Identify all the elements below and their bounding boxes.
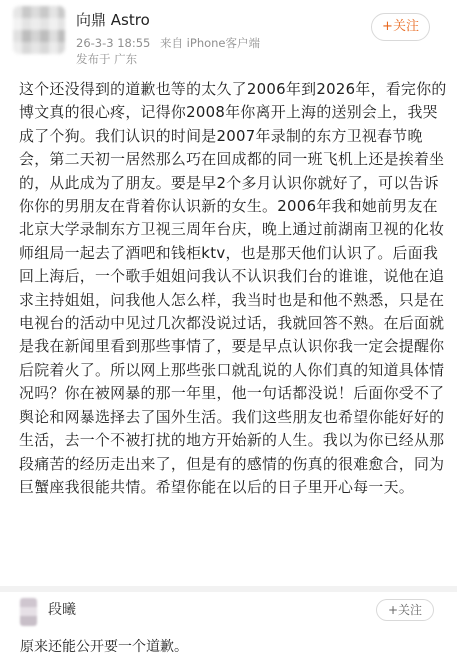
post-header (0, 0, 457, 70)
post-timestamp: 26-3-3 18:55 (76, 36, 151, 50)
post-source: 来自 iPhone客户端 (160, 36, 261, 50)
comment-item (0, 592, 457, 661)
comment-username[interactable]: 段曦 (48, 602, 76, 618)
comment-text: 原来还能公开要一个道歉。 (20, 639, 188, 655)
comment-follow-button[interactable]: +关注 (376, 599, 434, 621)
comment-avatar[interactable] (20, 598, 37, 626)
post-meta (76, 35, 260, 51)
post-body-text: 这个还没得到的道歉也等的太久了2006年到2026年，看完你的博文真的很心疼，记得你2008年你离开上海的送别会上，我哭成了个狗。我们认识的时间是2007年录制的东方卫视春节晚会，第二天初一居然那么巧在回成都的同一班飞机上还是挨着坐的，从此成为了朋友。要是早2个多月认识你就好了，可以告诉你你的男朋友在背着你认识新的女生。2006年我和她前男友在北京大学录制东方卫视三周年台庆，晚上通过前湖南卫视的化妆师组局一起去了酒吧和钱柜ktv，也是那天他们认识了。后面我回上海后，一个歌手姐姐问我认不认识我们台的谁谁，说他在追求主持姐姐，问我他人怎么样，我当时也是和他不熟悉，只是在电视台的活动中见过几次都没说过话，我就回答不熟。在后面就是我在新闻里看到那些事情了，要是早点认识你我一定会提醒你后院着火了。所以网上那些张口就乱说的人你们真的知道具体情况吗？你在被网暴的那一年里，他一句话都没说！后面你受不了舆论和网暴选择去了国外生活。我们这些朋友也希望你能好好的生活，去一个不被打扰的地方开始新的人生。我以为你已经从那段痛苦的经历走出来了，但是有的感情的伤真的很难愈合，同为巨蟹座我很能共情。希望你能在以后的日子里开心每一天。 (19, 80, 447, 496)
follow-button[interactable]: +关注 (371, 13, 430, 41)
avatar[interactable] (13, 6, 65, 54)
post-location: 发布于 广东 (76, 52, 138, 66)
post-username[interactable]: 向鼎 Astro (76, 11, 150, 29)
